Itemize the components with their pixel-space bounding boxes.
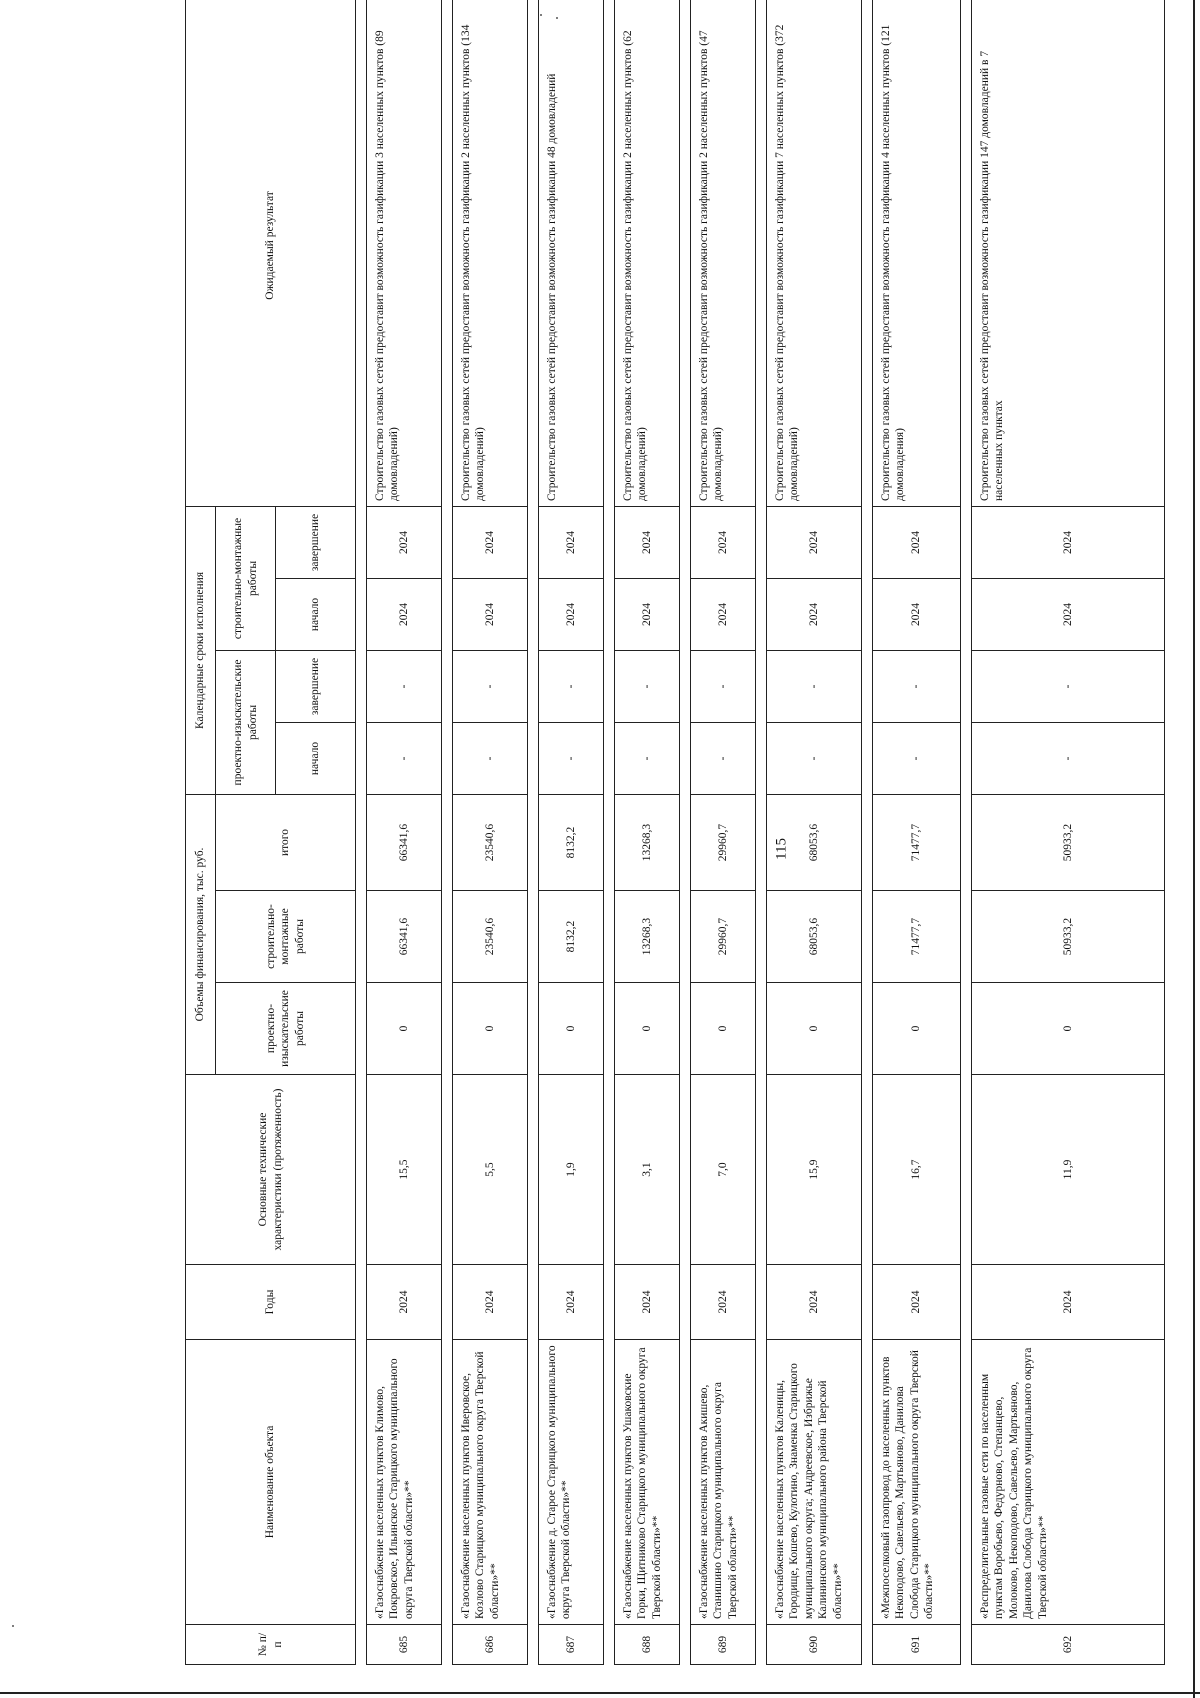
cell-tech: 11,9 (972, 1075, 1165, 1265)
cell-name: «Газоснабжение населенных пунктов Каленицы, Городище, Кошево, Кулотино, Знаменка Старицкого муниципального округа; Андреевское, Избрижье Калининского муниципального района Тверской области»** (767, 1340, 862, 1625)
cell-fin-design: 0 (873, 983, 961, 1075)
cell-fin-construction: 29960,7 (691, 891, 756, 983)
cell-design-start: - (691, 722, 756, 794)
row-separator (442, 0, 453, 1665)
table-row (767, 0, 862, 1665)
cell-fin-total: 29960,7 (691, 794, 756, 890)
cell-design-start: - (972, 722, 1165, 794)
cell-design-start: - (539, 722, 604, 794)
cell-fin-total: 71477,7 (873, 794, 961, 890)
table-body (356, 0, 1165, 1665)
cell-num: 687 (539, 1625, 604, 1665)
row-separator (756, 0, 767, 1665)
cell-construction-start: 2024 (453, 578, 528, 650)
cell-construction-end: 2024 (691, 506, 756, 578)
cell-name: «Газоснабжение населенных пунктов Климово, Покровское, Ильинское Старицкого муниципального округа Тверской области»** (367, 1340, 442, 1625)
cell-result: Строительство газовых сетей предоставит возможность газификации 3 населенных пунктов (89 домовладений) (367, 0, 442, 506)
header-schedule: Календарные сроки исполнения (186, 506, 216, 794)
cell-construction-end: 2024 (615, 506, 680, 578)
cell-fin-design: 0 (972, 983, 1165, 1075)
cell-years: 2024 (691, 1265, 756, 1340)
header-construction-works: строительно-монтажные работы (216, 506, 276, 650)
header-design-works: проектно-изыскательские работы (216, 650, 276, 794)
header-years: Годы (186, 1265, 356, 1340)
header-design-end: завершение (276, 650, 356, 722)
header-result: Ожидаемый результат (186, 0, 356, 506)
cell-design-start: - (367, 722, 442, 794)
cell-construction-end: 2024 (367, 506, 442, 578)
cell-fin-construction: 23540,6 (453, 891, 528, 983)
cell-design-start: - (873, 722, 961, 794)
cell-fin-design: 0 (691, 983, 756, 1075)
cell-fin-total: 13268,3 (615, 794, 680, 890)
scan-edge-bottom (0, 1692, 1200, 1694)
row-separator (604, 0, 615, 1665)
cell-fin-total: 50933,2 (972, 794, 1165, 890)
cell-num: 686 (453, 1625, 528, 1665)
cell-num: 689 (691, 1625, 756, 1665)
table-row (972, 0, 1165, 1665)
cell-design-end: - (615, 650, 680, 722)
cell-fin-construction: 13268,3 (615, 891, 680, 983)
cell-design-start: - (615, 722, 680, 794)
cell-design-end: - (453, 650, 528, 722)
table-row (539, 0, 604, 1665)
table-header (186, 0, 356, 1665)
cell-tech: 5,5 (453, 1075, 528, 1265)
cell-construction-end: 2024 (972, 506, 1165, 578)
cell-fin-construction: 68053,6 (767, 891, 862, 983)
table-row (367, 0, 442, 1665)
cell-years: 2024 (367, 1265, 442, 1340)
cell-num: 692 (972, 1625, 1165, 1665)
cell-design-end: - (367, 650, 442, 722)
cell-name: «Газоснабжение д. Старое Старицкого муниципального округа Тверской области»** (539, 1340, 604, 1625)
cell-construction-end: 2024 (539, 506, 604, 578)
header-financing: Объемы финансирования, тыс. руб. (186, 794, 216, 1074)
cell-years: 2024 (972, 1265, 1165, 1340)
cell-tech: 7,0 (691, 1075, 756, 1265)
table-row (691, 0, 756, 1665)
cell-result: Строительство газовых сетей предоставит возможность газификации 2 населенных пунктов (47 домовладений) (691, 0, 756, 506)
header-construction-end: завершение (276, 506, 356, 578)
cell-fin-construction: 50933,2 (972, 891, 1165, 983)
page-number: 115 (773, 838, 790, 860)
cell-design-end: - (539, 650, 604, 722)
header-tech: Основные технические характеристики (протяженность) (186, 1075, 356, 1265)
cell-construction-start: 2024 (873, 578, 961, 650)
cell-name: «Газоснабжение населенных пунктов Акишево, Станишино Старицкого муниципального округа Тверской области»** (691, 1340, 756, 1625)
cell-tech: 16,7 (873, 1075, 961, 1265)
cell-construction-end: 2024 (767, 506, 862, 578)
cell-result: Строительство газовых сетей предоставит возможность газификации 2 населенных пунктов (134 домовладений) (453, 0, 528, 506)
cell-fin-total: 68053,6 (767, 794, 862, 890)
row-separator (356, 0, 367, 1665)
cell-years: 2024 (767, 1265, 862, 1340)
cell-fin-construction: 8132,2 (539, 891, 604, 983)
cell-design-start: - (767, 722, 862, 794)
cell-result: Строительство газовых сетей предоставит возможность газификации 7 населенных пунктов (372 домовладений) (767, 0, 862, 506)
cell-num: 690 (767, 1625, 862, 1665)
scan-speck (12, 1625, 14, 1627)
cell-design-start: - (453, 722, 528, 794)
cell-fin-construction: 66341,6 (367, 891, 442, 983)
cell-name: «Газоснабжение населенных пунктов Иверовское, Козлово Старицкого муниципального округа Тверской области»** (453, 1340, 528, 1625)
cell-design-end: - (691, 650, 756, 722)
cell-years: 2024 (615, 1265, 680, 1340)
cell-design-end: - (767, 650, 862, 722)
header-fin-total: итого (216, 794, 356, 890)
cell-tech: 1,9 (539, 1075, 604, 1265)
cell-fin-total: 8132,2 (539, 794, 604, 890)
cell-years: 2024 (539, 1265, 604, 1340)
cell-result: Строительство газовых сетей предоставит возможность газификации 4 населенных пунктов (121 домовладения) (873, 0, 961, 506)
cell-construction-end: 2024 (453, 506, 528, 578)
cell-fin-design: 0 (453, 983, 528, 1075)
header-num: № п/п (186, 1625, 356, 1665)
cell-tech: 15,5 (367, 1075, 442, 1265)
header-name: Наименование объекта (186, 1340, 356, 1625)
cell-result: Строительство газовых сетей предоставит возможность газификации 48 домовладений (539, 0, 604, 506)
cell-years: 2024 (453, 1265, 528, 1340)
cell-tech: 15,9 (767, 1075, 862, 1265)
cell-construction-start: 2024 (615, 578, 680, 650)
table-row (873, 0, 961, 1665)
cell-num: 685 (367, 1625, 442, 1665)
table-row (453, 0, 528, 1665)
cell-tech: 3,1 (615, 1075, 680, 1265)
scan-edge-right (1193, 0, 1195, 1698)
row-separator (961, 0, 972, 1665)
cell-years: 2024 (873, 1265, 961, 1340)
cell-construction-end: 2024 (873, 506, 961, 578)
row-separator (680, 0, 691, 1665)
cell-fin-design: 0 (539, 983, 604, 1075)
cell-fin-construction: 71477,7 (873, 891, 961, 983)
cell-design-end: - (972, 650, 1165, 722)
gasification-table (185, 0, 1165, 1665)
header-fin-design: проектно-изыскательские работы (216, 983, 356, 1075)
cell-name: «Межпоселковый газопровод до населенных пунктов Некоподово, Савельево, Мартьяново, Данилова Слобода Старицкого муниципального округа Тверской области»** (873, 1340, 961, 1625)
header-construction-start: начало (276, 578, 356, 650)
cell-fin-total: 66341,6 (367, 794, 442, 890)
header-design-start: начало (276, 722, 356, 794)
cell-construction-start: 2024 (767, 578, 862, 650)
cell-result: Строительство газовых сетей предоставит возможность газификации 2 населенных пунктов (62 домовладений) (615, 0, 680, 506)
table-row (615, 0, 680, 1665)
cell-construction-start: 2024 (539, 578, 604, 650)
cell-fin-design: 0 (615, 983, 680, 1075)
cell-name: «Распределительные газовые сети по населенным пунктам Воробьево, Федурново, Степанцево, Молоково, Некоподово, Савельево, Мартьяново, Данилова Слобода Старицкого муниципального округа Тверской области»** (972, 1340, 1165, 1625)
rotated-table-container (185, 24, 1165, 1665)
cell-name: «Газоснабжение населенных пунктов Ушаковские Горки, Щитниково Старицкого муниципального округа Тверской области»** (615, 1340, 680, 1625)
cell-construction-start: 2024 (972, 578, 1165, 650)
cell-num: 691 (873, 1625, 961, 1665)
cell-design-end: - (873, 650, 961, 722)
row-separator (528, 0, 539, 1665)
cell-result: Строительство газовых сетей предоставит возможность газификации 147 домовладений в 7 населенных пунктах (972, 0, 1165, 506)
header-fin-construction: строительно-монтажные работы (216, 891, 356, 983)
cell-fin-total: 23540,6 (453, 794, 528, 890)
row-separator (862, 0, 873, 1665)
cell-fin-design: 0 (367, 983, 442, 1075)
cell-fin-design: 0 (767, 983, 862, 1075)
cell-num: 688 (615, 1625, 680, 1665)
cell-construction-start: 2024 (691, 578, 756, 650)
cell-construction-start: 2024 (367, 578, 442, 650)
